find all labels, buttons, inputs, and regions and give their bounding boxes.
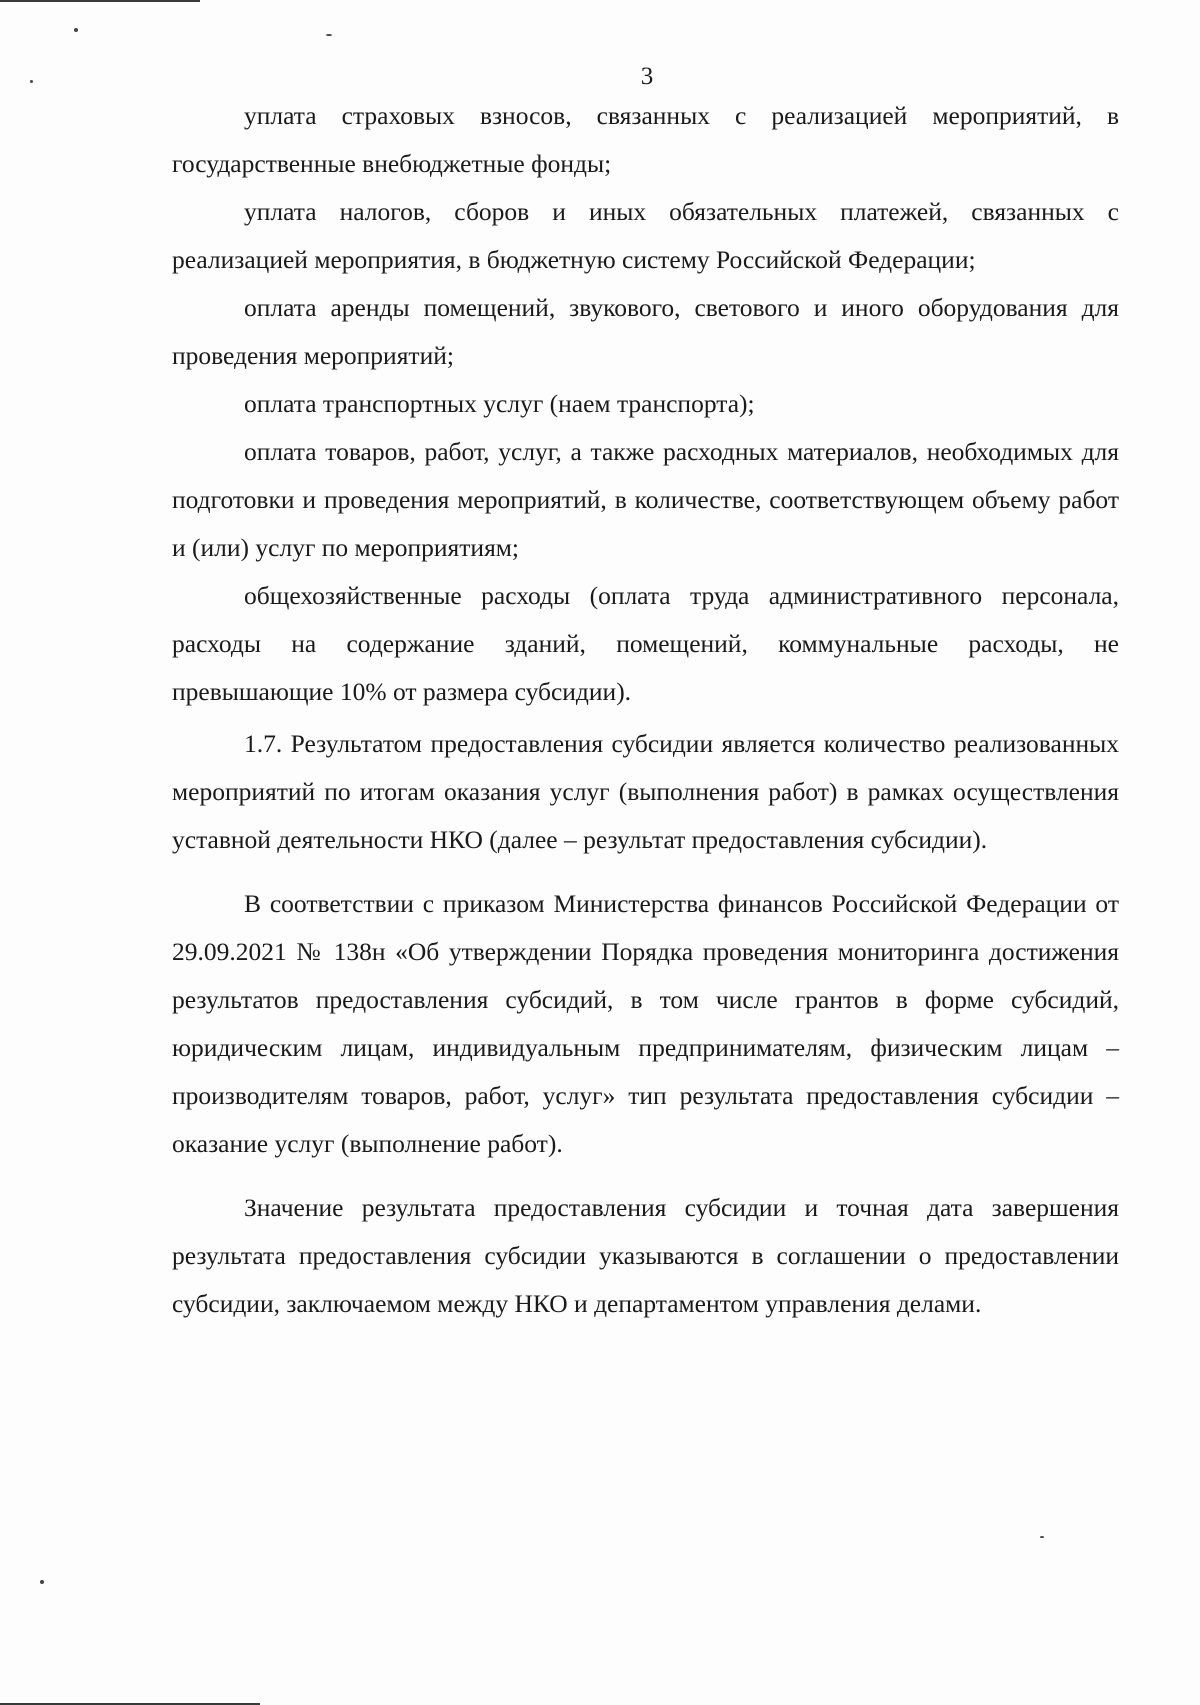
paragraph-rent: оплата аренды помещений, звукового, светового и иного оборудования для проведения мероприятий; (172, 293, 1119, 370)
scan-speck (40, 1580, 44, 1584)
paragraph-taxes: уплата налогов, сборов и иных обязательных платежей, связанных с реализацией мероприятия, в бюджетную систему Российской Федерации; (172, 197, 1119, 274)
scan-speck (74, 28, 78, 32)
paragraph-result-value: Значение результата предоставления субсидии и точная дата завершения результата предоставления субсидии указываются в соглашении о предоставлении субсидии, заключаемом между НКО и департаментом управления делами. (172, 1193, 1119, 1318)
paragraph-insurance-contributions: уплата страховых взносов, связанных с реализацией мероприятий, в государственные внебюджетные фонды; (172, 101, 1119, 178)
paragraph-ministry-order: В соответствии с приказом Министерства финансов Российской Федерации от 29.09.2021 № 138н «Об утверждении Порядка проведения мониторинга достижения результатов предоставления субсидий, в том числе грантов в форме субсидий, юридическим лицам, индивидуальным предпринимателям, физическим лицам – производителям товаров, работ, услуг» тип результата предоставления субсидии – оказание услуг (выполнение работ). (172, 889, 1119, 1158)
document-body (172, 92, 1119, 1328)
scan-speck (30, 80, 33, 83)
paragraph-overhead: общехозяйственные расходы (оплата труда административного персонала, расходы на содержание зданий, помещений, коммунальные расходы, не превышающие 10% от размера субсидии). (172, 581, 1119, 706)
paragraph-subsidy-result: 1.7. Результатом предоставления субсидии является количество реализованных мероприятий по итогам оказания услуг (выполнения работ) в рамках осуществления уставной деятельности НКО (далее – результат предоставления субсидии). (172, 729, 1119, 854)
paragraph-goods-works-services: оплата товаров, работ, услуг, а также расходных материалов, необходимых для подготовки и проведения мероприятий, в количестве, соответствующем объему работ и (или) услуг по мероприятиям; (172, 437, 1119, 562)
scan-edge-top (0, 0, 200, 2)
scan-speck (326, 34, 332, 36)
scan-speck (1040, 1536, 1044, 1538)
paragraph-transport: оплата транспортных услуг (наем транспорта); (244, 389, 755, 418)
page-number: 3 (640, 63, 654, 90)
